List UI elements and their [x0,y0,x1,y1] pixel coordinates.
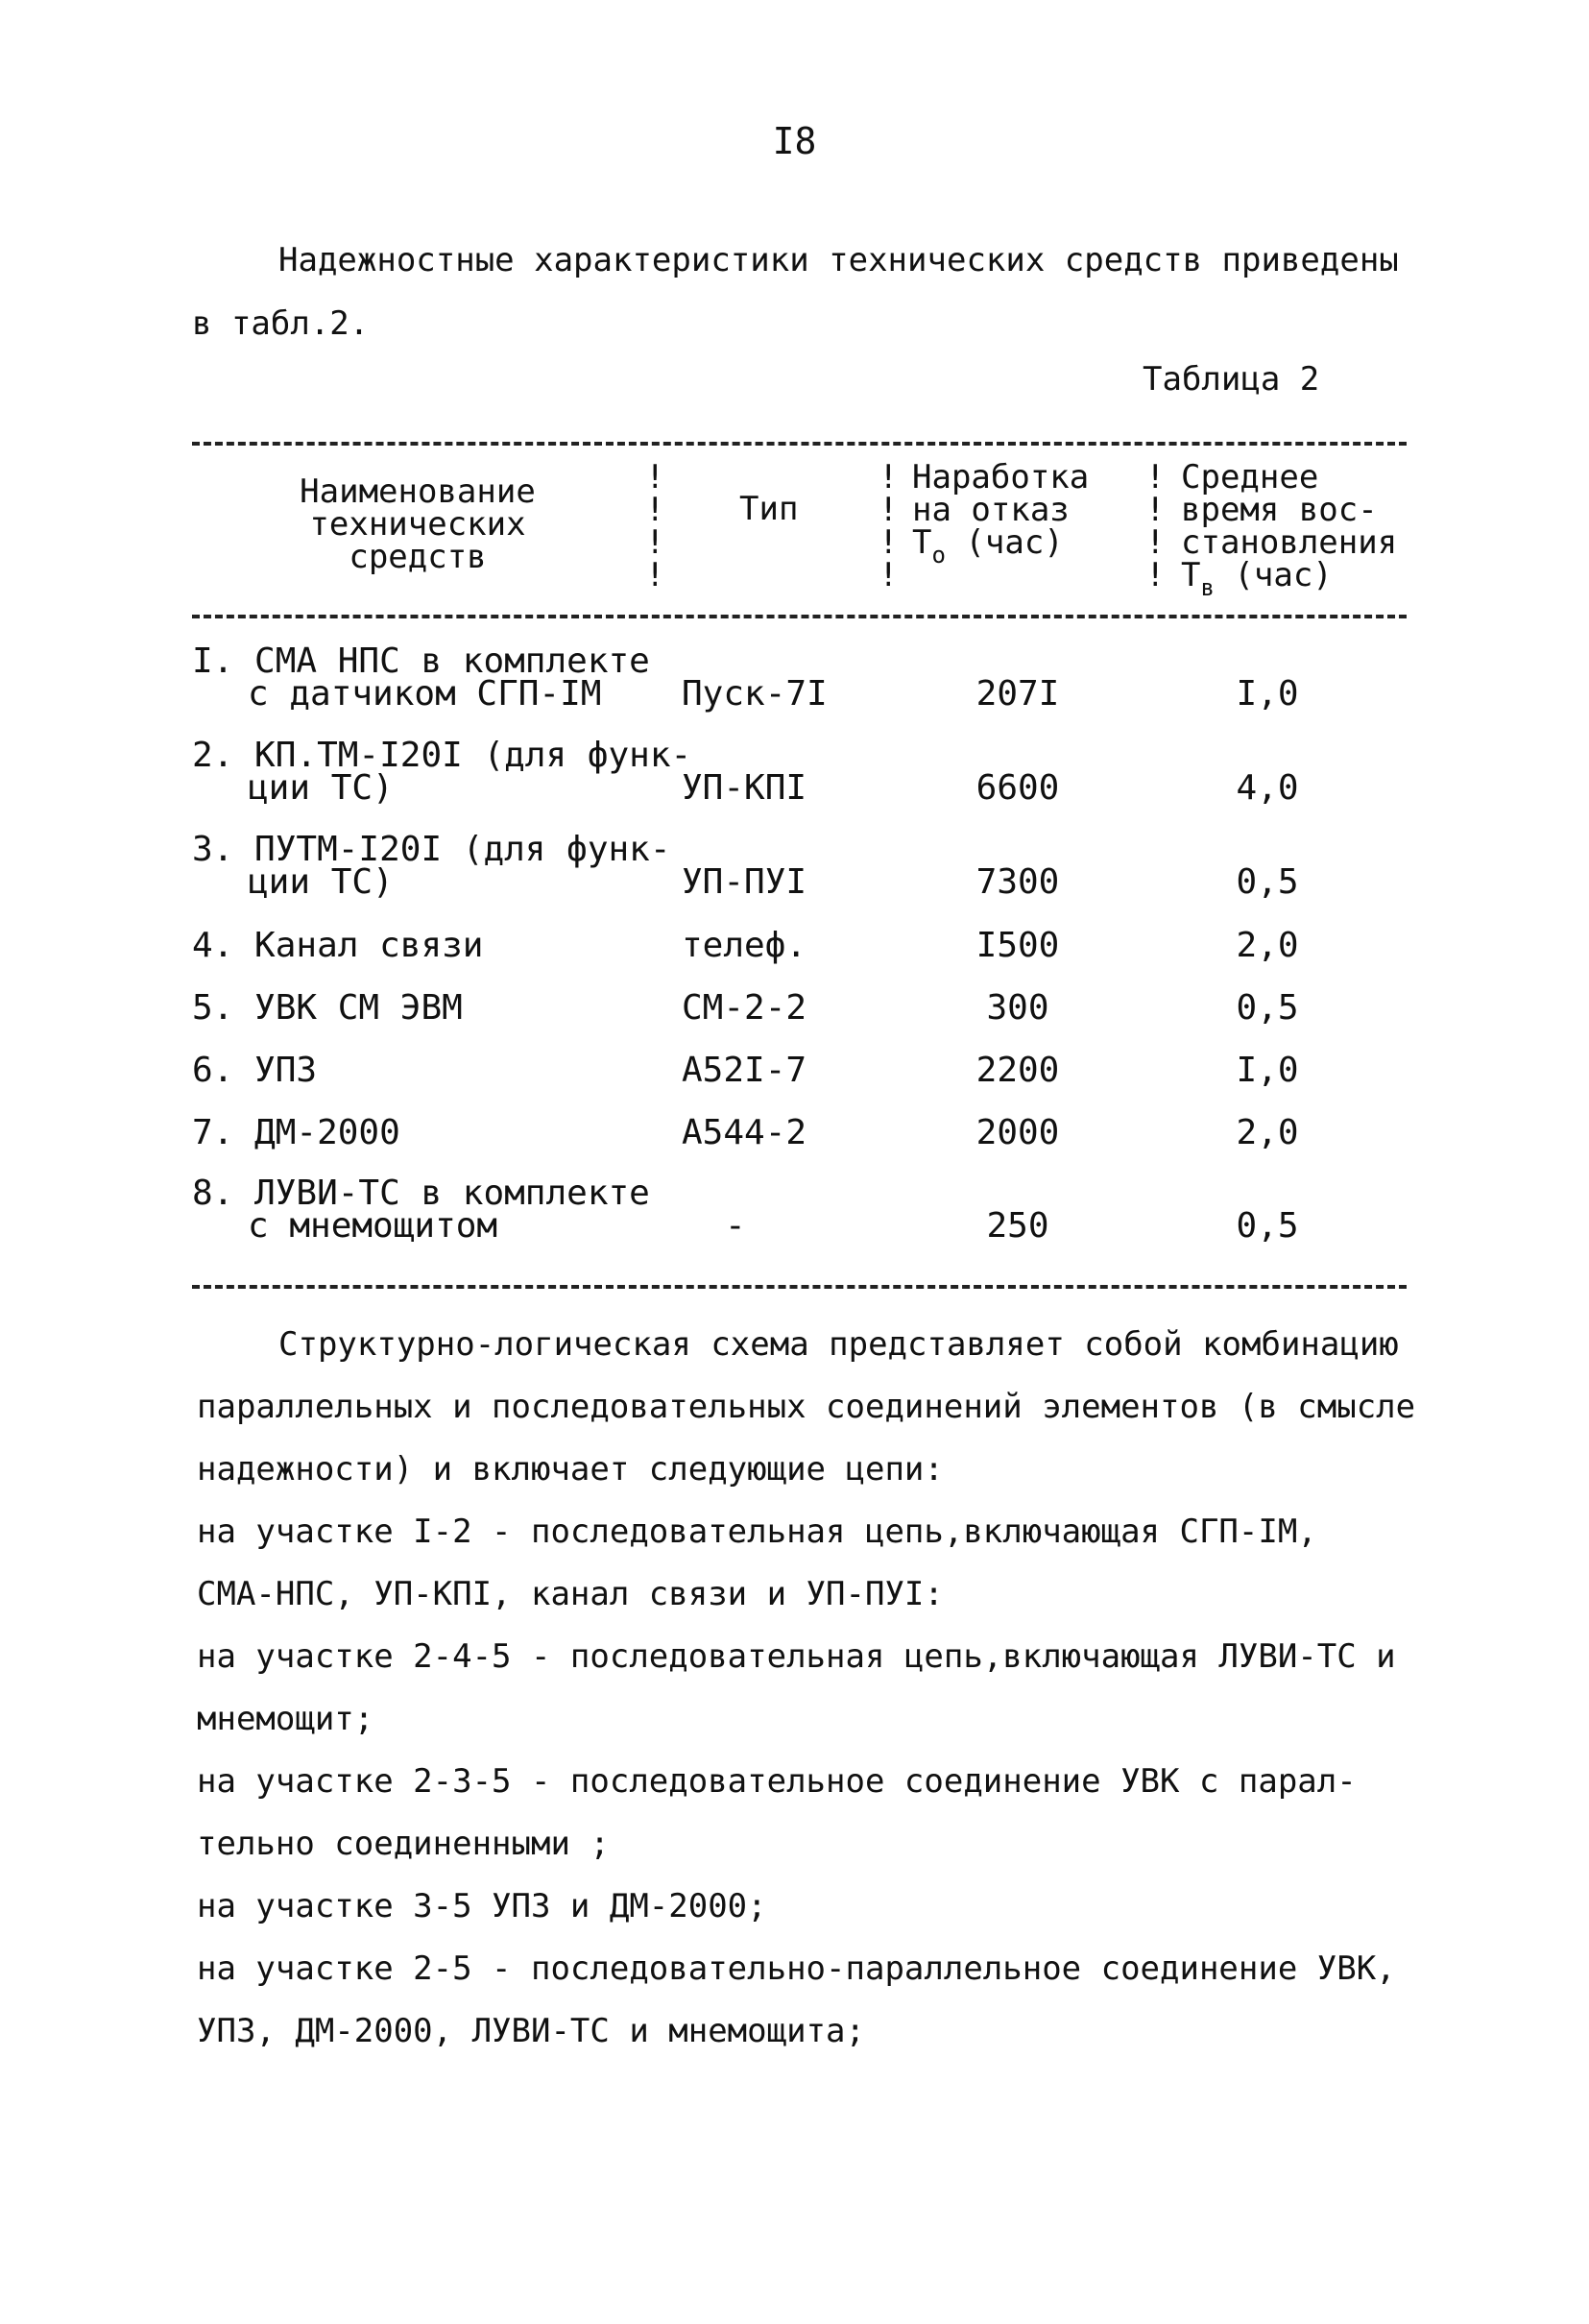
row-1-mtbf: 207I [975,674,1060,714]
table-bottom-rule [192,1285,1407,1289]
row-5-mttr: 0,5 [1236,988,1299,1028]
body-line-5: СМА-НПС, УП-КПI, канал связи и УП-ПУI: [197,1575,944,1613]
page-number: I8 [772,120,817,162]
header-type: Тип [739,490,799,528]
header-name-line-2: технических [309,505,526,544]
header-mttr-line-1: Среднее [1181,458,1319,496]
header-mttr-line-3: становления [1181,523,1398,562]
header-mttr [1181,458,1398,604]
row-4-mttr: 2,0 [1236,926,1299,965]
body-line-12: УПЗ, ДМ-2000, ЛУВИ-ТС и мнемощита; [197,2012,865,2050]
body-line-4: на участке I-2 - последовательная цепь,включающая СГП-IM, [197,1513,1317,1551]
row-7-mtbf: 2000 [975,1113,1060,1152]
body-line-2: параллельных и последовательных соединений элементов (в смысле [197,1388,1416,1426]
row-3-mttr: 0,5 [1236,862,1299,902]
row-4-type: телеф. [682,926,807,965]
row-3-type: УП-ПУI [682,862,807,902]
table-caption: Таблица 2 [1143,360,1320,399]
table-row-6: 6. УПЗ [192,1051,318,1090]
row-8-mttr: 0,5 [1236,1206,1299,1246]
row-3-mtbf: 7300 [975,862,1060,902]
intro-line-2: в табл.2. [192,304,370,343]
table-top-rule [192,442,1407,446]
row-2-type: УП-КПI [682,768,807,808]
header-separator-1: ! ! ! ! [645,458,665,594]
body-line-10: на участке 3-5 УПЗ и ДМ-2000; [197,1887,767,1925]
header-mtbf-line-3: $T_о$ (час) [912,523,1064,569]
table-row-1: I. СМА НПС в комплекте с датчиком СГП-IM [192,642,650,714]
row-7-mttr: 2,0 [1236,1113,1299,1152]
table-row-3: 3. ПУТМ-I20I (для функ- ции ТС) [192,830,671,902]
row-5-mtbf: 300 [986,988,1049,1028]
header-mtbf [912,458,1090,571]
table-row-2: 2. КП.ТМ-I20I (для функ- ции ТС) [192,736,692,808]
table-row-7: 7. ДМ-2000 [192,1113,400,1152]
row-4-mtbf: I500 [975,926,1060,965]
row-8-type: - [725,1206,746,1246]
header-name-line-3: средств [349,538,487,576]
body-line-6: на участке 2-4-5 - последовательная цепь,включающая ЛУВИ-ТС и [197,1637,1396,1676]
header-mttr-line-4: $T_в$ (час) [1181,556,1333,601]
header-mttr-line-2: время вос- [1181,491,1378,529]
header-separator-3: ! ! ! ! [1145,458,1166,594]
row-5-type: СМ-2-2 [682,988,807,1028]
table-header-rule [192,615,1407,618]
row-8-mtbf: 250 [986,1206,1049,1246]
header-mtbf-line-2: на отказ [912,491,1070,529]
intro-line-1: Надежностные характеристики технических средств приведены [278,241,1399,279]
row-1-mttr: I,0 [1236,674,1299,714]
row-2-mtbf: 6600 [975,768,1060,808]
body-line-8: на участке 2-3-5 - последовательное соединение УВК с парал- [197,1762,1357,1801]
row-7-type: A544-2 [682,1113,807,1152]
row-6-type: A52I-7 [682,1051,807,1090]
body-line-9: тельно соединенными ; [197,1825,610,1863]
body-line-3: надежности) и включает следующие цепи: [197,1450,944,1489]
row-6-mtbf: 2200 [975,1051,1060,1090]
header-separator-2: ! ! ! ! [879,458,899,594]
table-row-8: 8. ЛУВИ-ТС в комплекте с мнемощитом [192,1174,650,1246]
body-line-11: на участке 2-5 - последовательно-параллельное соединение УВК, [197,1949,1396,1988]
row-6-mttr: I,0 [1236,1051,1299,1090]
table-row-4: 4. Канал связи [192,926,484,965]
row-1-type: Пуск-7I [682,674,828,714]
body-line-1: Структурно-логическая схема представляет собой комбинацию [278,1325,1399,1364]
header-name [211,472,624,576]
body-line-7: мнемощит; [197,1700,374,1738]
table-row-5: 5. УВК СМ ЭВМ [192,988,463,1028]
header-mtbf-line-1: Наработка [912,458,1090,496]
header-name-line-1: Наименование [300,472,536,511]
row-2-mttr: 4,0 [1236,768,1299,808]
